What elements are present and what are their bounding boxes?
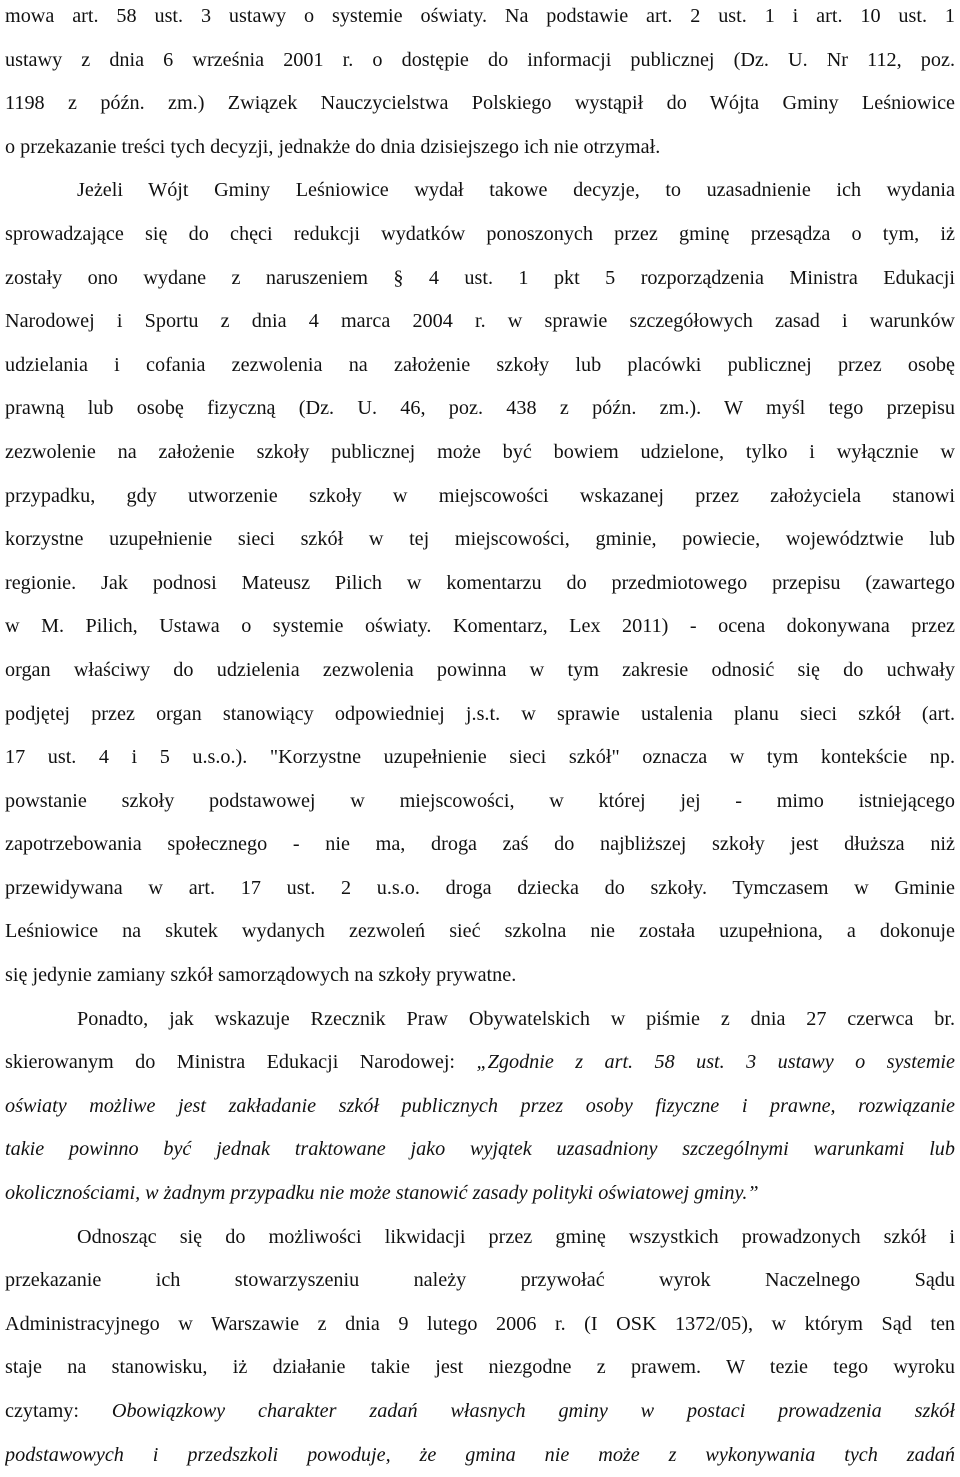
text-run: prawną lub osobę fizyczną (Dz. U. 46, poz. 438 z późn. zm.). W myśl tego przepisu <box>5 397 955 420</box>
text-run: 17 ust. 4 i 5 u.s.o.). "Korzystne uzupełnienie sieci szkół" oznacza w tym kontekście np. <box>5 746 955 769</box>
text-line <box>5 1259 955 1303</box>
text-run: Odnosząc się do możliwości likwidacji przez gminę wszystkich prowadzonych szkół i <box>77 1225 955 1248</box>
text-line <box>5 1346 955 1390</box>
text-line <box>5 1085 955 1129</box>
text-line <box>5 82 955 126</box>
document-page <box>5 0 955 1477</box>
text-line <box>5 998 955 1042</box>
text-run: organ właściwy do udzielenia zezwolenia powinna w tym zakresie odnosić się do uchwały <box>5 658 955 681</box>
text-run: podjętej przez organ stanowiący odpowiedniej j.s.t. w sprawie ustalenia planu sieci szkół (art. <box>5 702 955 725</box>
text-line <box>5 562 955 606</box>
text-run: powstanie szkoły podstawowej w miejscowości, w której jej - mimo istniejącego <box>5 789 955 812</box>
text-run: sprowadzające się do chęci redukcji wydatków ponoszonych przez gminę przesądza o tym, iż <box>5 222 955 245</box>
italic-text-run: „Zgodnie z art. 58 ust. 3 ustawy o systemie <box>476 1051 955 1074</box>
text-run: korzystne uzupełnienie sieci szkół w tej miejscowości, gminie, powiecie, województwie lub <box>5 528 955 551</box>
text-run: zapotrzebowania społecznego - nie ma, droga zaś do najbliższej szkoły jest dłuższa niż <box>5 833 955 856</box>
text-run: się jedynie zamiany szkół samorządowych na szkoły prywatne. <box>5 964 517 987</box>
text-line <box>5 823 955 867</box>
text-run: Administracyjnego w Warszawie z dnia 9 lutego 2006 r. (I OSK 1372/05), w którym Sąd ten <box>5 1312 955 1335</box>
italic-text-run: takie powinno być jednak traktowane jako wyjątek uzasadniony szczególnymi warunkami lub <box>5 1138 955 1161</box>
text-line <box>5 257 955 301</box>
text-line <box>5 387 955 431</box>
text-run: regionie. Jak podnosi Mateusz Pilich w komentarzu do przedmiotowego przepisu (zawartego <box>5 571 955 594</box>
text-run: zostały ono wydane z naruszeniem § 4 ust. 1 pkt 5 rozporządzenia Ministra Edukacji <box>5 266 955 289</box>
text-line <box>5 780 955 824</box>
text-run: Ponadto, jak wskazuje Rzecznik Praw Obywatelskich w piśmie z dnia 27 czerwca br. <box>77 1007 955 1030</box>
text-run: Leśniowice na skutek wydanych zezwoleń sieć szkolna nie została uzupełniona, a dokonuje <box>5 920 955 943</box>
text-line <box>5 1128 955 1172</box>
text-line <box>5 518 955 562</box>
italic-text-run: Obowiązkowy charakter zadań własnych gminy w postaci prowadzenia szkół <box>111 1400 955 1422</box>
text-line <box>5 605 955 649</box>
text-run: Jeżeli Wójt Gminy Leśniowice wydał takowe decyzje, to uzasadnienie ich wydania <box>77 179 955 202</box>
text-line <box>5 300 955 344</box>
text-run: czytamy: <box>5 1400 112 1422</box>
text-line <box>5 475 955 519</box>
text-run: Narodowej i Sportu z dnia 4 marca 2004 r. w sprawie szczegółowych zasad i warunków <box>5 310 955 333</box>
text-line <box>5 649 955 693</box>
text-line <box>5 0 955 39</box>
text-line <box>5 213 955 257</box>
text-line <box>5 910 955 954</box>
text-line <box>5 1172 955 1216</box>
text-line <box>5 1216 955 1260</box>
text-run: przewidywana w art. 17 ust. 2 u.s.o. droga dziecka do szkoły. Tymczasem w Gminie <box>5 876 955 899</box>
italic-text-run: okolicznościami, w żadnym przypadku nie może stanowić zasady polityki oświatowej gminy.” <box>5 1182 759 1205</box>
text-run: ustawy z dnia 6 września 2001 r. o dostępie do informacji publicznej (Dz. U. Nr 112, poz. <box>5 48 955 71</box>
text-line <box>5 126 955 170</box>
text-run: w M. Pilich, Ustawa o systemie oświaty. Komentarz, Lex 2011) - ocena dokonywana przez <box>5 615 955 638</box>
text-line <box>5 169 955 213</box>
text-line <box>5 344 955 388</box>
text-run: skierowanym do Ministra Edukacji Narodowej: <box>5 1051 477 1074</box>
text-line <box>5 736 955 780</box>
text-run: mowa art. 58 ust. 3 ustawy o systemie oświaty. Na podstawie art. 2 ust. 1 i art. 10 ust. 1 <box>5 5 955 27</box>
text-line <box>5 1390 955 1434</box>
text-run: o przekazanie treści tych decyzji, jednakże do dnia dzisiejszego ich nie otrzymał. <box>5 135 661 158</box>
italic-text-run: podstawowych i przedszkoli powoduje, że gmina nie może z wykonywania tych zadań <box>5 1443 955 1466</box>
text-line <box>5 1434 955 1477</box>
text-line <box>5 431 955 475</box>
text-line <box>5 693 955 737</box>
text-line <box>5 39 955 83</box>
text-line <box>5 1303 955 1347</box>
text-run: zezwolenie na założenie szkoły publicznej może być bowiem udzielone, tylko i wyłącznie w <box>5 440 955 463</box>
italic-text-run: oświaty możliwe jest zakładanie szkół publicznych przez osoby fizyczne i prawne, rozwiązanie <box>5 1094 955 1117</box>
text-line <box>5 1041 955 1085</box>
text-run: staje na stanowisku, iż działanie takie jest niezgodne z prawem. W tezie tego wyroku <box>5 1356 955 1379</box>
text-run: udzielania i cofania zezwolenia na założenie szkoły lub placówki publicznej przez osobę <box>5 353 955 376</box>
text-line <box>5 954 955 998</box>
text-run: przypadku, gdy utworzenie szkoły w miejscowości wskazanej przez założyciela stanowi <box>5 484 955 507</box>
text-run: 1198 z późn. zm.) Związek Nauczycielstwa Polskiego wystąpił do Wójta Gminy Leśniowice <box>5 92 955 115</box>
text-line <box>5 867 955 911</box>
text-run: przekazanie ich stowarzyszeniu należy przywołać wyrok Naczelnego Sądu <box>5 1269 955 1292</box>
